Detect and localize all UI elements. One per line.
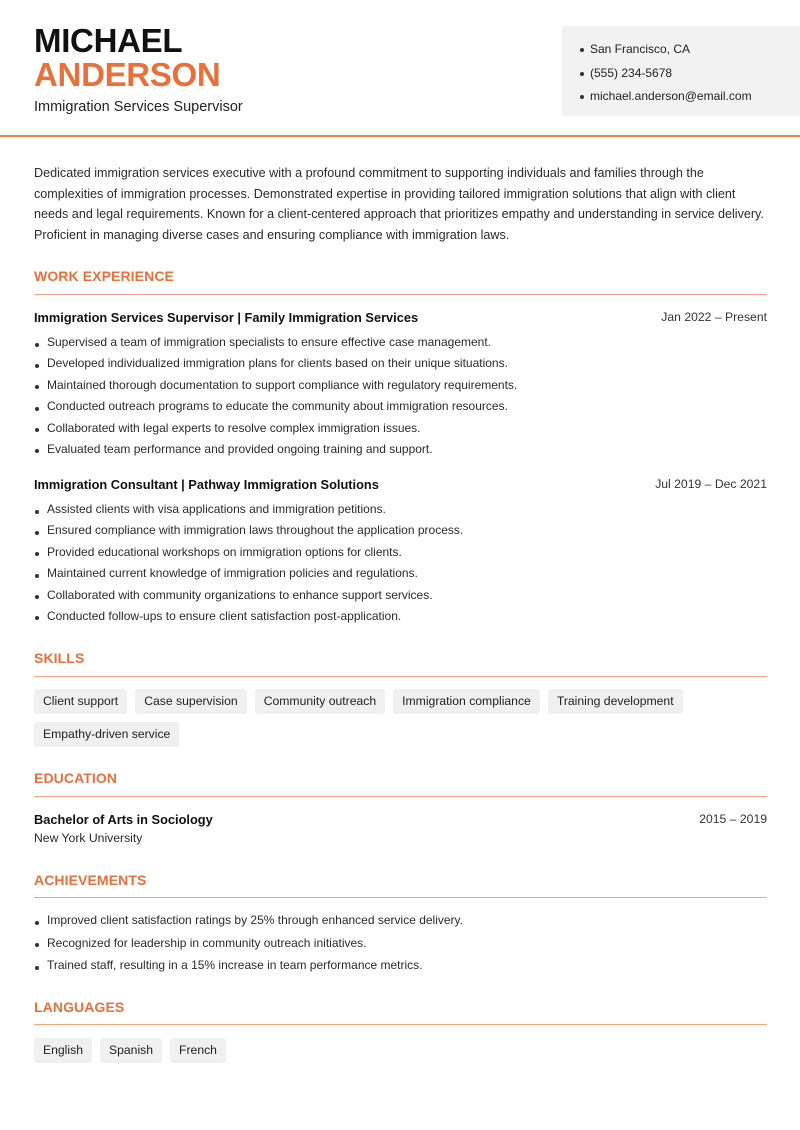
contact-phone: (555) 234-5678	[580, 62, 800, 86]
work-experience-heading: WORK EXPERIENCE	[34, 268, 174, 284]
job-heading: Immigration Consultant | Pathway Immigration Solutions	[34, 477, 379, 492]
skill-tag: Community outreach	[255, 689, 385, 714]
job-heading: Immigration Services Supervisor | Family Immigration Services	[34, 310, 419, 325]
education-school: New York University	[34, 831, 143, 845]
profile-summary: Dedicated immigration services executive with a profound commitment to supporting individuals and families through the complexities of immigration processes. Demonstrated expertise in providing tailored immigration solutions that align with client needs and legal requirements. Known for a client-centered approach that prioritizes empathy and understanding in service delivery. Proficient in managing diverse cases and ensuring compliance with immigration laws.	[34, 166, 764, 242]
candidate-name	[34, 24, 220, 92]
section-divider	[34, 676, 767, 677]
contact-email: michael.anderson@email.com	[580, 85, 800, 109]
section-divider	[34, 294, 767, 295]
list-item: Conducted follow-ups to ensure client satisfaction post-application.	[34, 609, 754, 630]
list-item: Ensured compliance with immigration laws throughout the application process.	[34, 523, 754, 544]
section-divider	[34, 1024, 767, 1025]
last-name: ANDERSON	[34, 56, 221, 93]
list-item: Evaluated team performance and provided ongoing training and support.	[34, 442, 754, 463]
skill-tag: Client support	[34, 689, 127, 714]
education-degree: Bachelor of Arts in Sociology	[34, 812, 213, 827]
list-item: Supervised a team of immigration specialists to ensure effective case management.	[34, 335, 754, 356]
achievements-list	[34, 913, 754, 981]
list-item: Maintained current knowledge of immigration policies and regulations.	[34, 566, 754, 587]
list-item: Trained staff, resulting in a 15% increase in team performance metrics.	[34, 958, 754, 981]
list-item: Assisted clients with visa applications and immigration petitions.	[34, 502, 754, 523]
skill-tag: Empathy-driven service	[34, 722, 179, 747]
list-item: Collaborated with community organizations to enhance support services.	[34, 588, 754, 609]
job-role: Immigration Services Supervisor	[34, 99, 243, 115]
skill-tag: Immigration compliance	[393, 689, 540, 714]
job-bullets	[34, 502, 754, 630]
list-item: Developed individualized immigration plans for clients based on their unique situations.	[34, 356, 754, 377]
skill-tag: Case supervision	[135, 689, 246, 714]
first-name: MICHAEL	[34, 22, 183, 59]
languages-tags	[34, 1038, 774, 1063]
list-item: Maintained thorough documentation to support compliance with regulatory requirements.	[34, 378, 754, 399]
section-divider	[34, 796, 767, 797]
list-item: Collaborated with legal experts to resolve complex immigration issues.	[34, 421, 754, 442]
language-tag: English	[34, 1038, 92, 1063]
job-date: Jan 2022 – Present	[661, 310, 767, 324]
language-tag: French	[170, 1038, 226, 1063]
education-heading: EDUCATION	[34, 770, 118, 786]
achievements-heading: ACHIEVEMENTS	[34, 872, 147, 888]
job-bullets	[34, 335, 754, 463]
list-item: Conducted outreach programs to educate the community about immigration resources.	[34, 399, 754, 420]
skill-tag: Training development	[548, 689, 683, 714]
contact-location: San Francisco, CA	[580, 38, 800, 62]
contact-box	[562, 26, 800, 116]
job-date: Jul 2019 – Dec 2021	[655, 477, 767, 491]
list-item: Provided educational workshops on immigration options for clients.	[34, 545, 754, 566]
skills-heading: SKILLS	[34, 650, 85, 666]
languages-heading: LANGUAGES	[34, 999, 125, 1015]
list-item: Improved client satisfaction ratings by 25% through enhanced service delivery.	[34, 913, 754, 936]
section-divider	[34, 897, 767, 898]
language-tag: Spanish	[100, 1038, 162, 1063]
education-date: 2015 – 2019	[699, 812, 767, 826]
resume-header	[0, 0, 800, 137]
list-item: Recognized for leadership in community outreach initiatives.	[34, 936, 754, 959]
skills-tags	[34, 689, 774, 747]
